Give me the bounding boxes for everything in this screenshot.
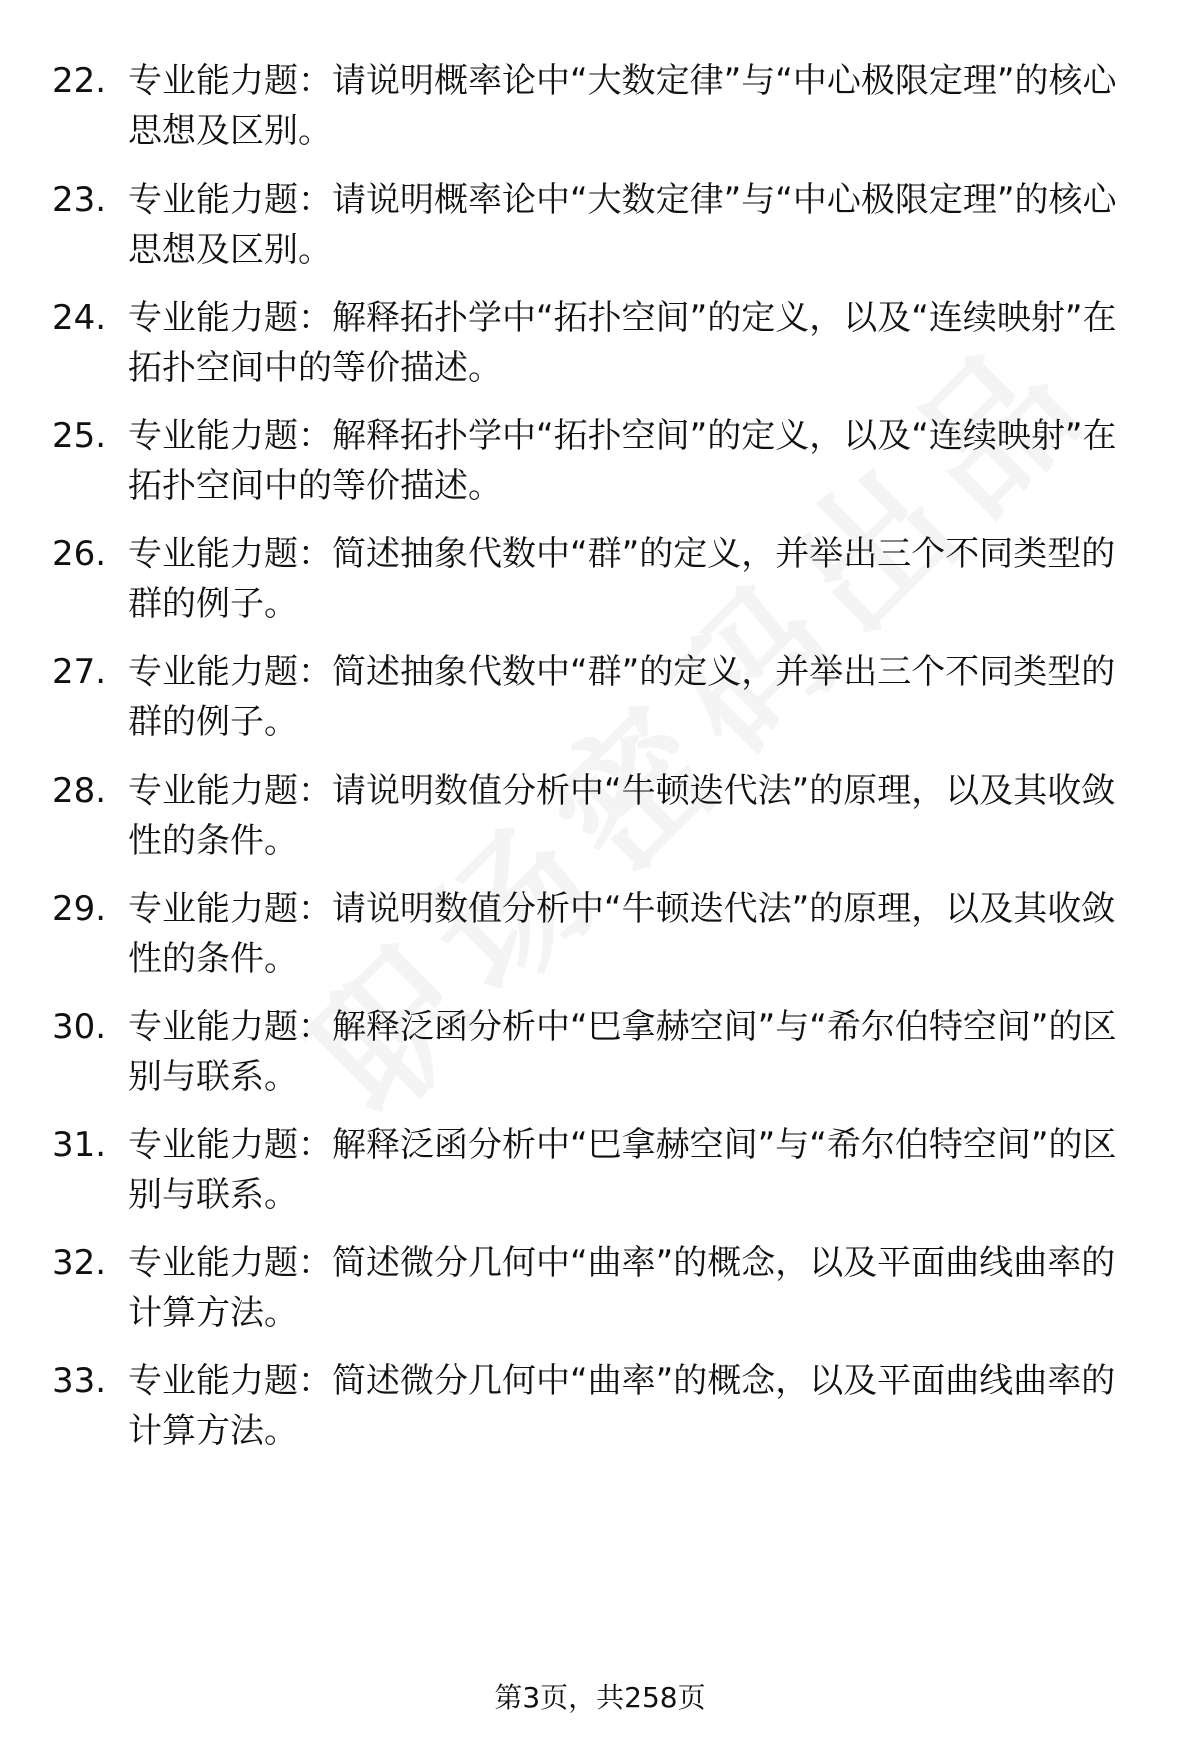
page-number-label: 第3页，共258页	[494, 1681, 706, 1714]
question-number: 23.	[52, 180, 107, 220]
question-number: 32.	[52, 1243, 107, 1283]
question-text: 专业能力题：解释拓扑学中“拓扑空间”的定义，以及“连续映射”在拓扑空间中的等价描述。	[128, 298, 1117, 388]
question-item	[0, 1002, 1200, 1112]
question-number: 24.	[52, 298, 107, 338]
question-text: 专业能力题：请说明数值分析中“牛顿迭代法”的原理，以及其收敛性的条件。	[128, 771, 1116, 861]
question-text: 专业能力题：简述微分几何中“曲率”的概念，以及平面曲线曲率的计算方法。	[128, 1361, 1116, 1451]
question-item	[0, 56, 1200, 166]
question-item	[0, 1356, 1200, 1466]
question-text: 专业能力题：解释泛函分析中“巴拿赫空间”与“希尔伯特空间”的区别与联系。	[128, 1007, 1117, 1097]
page-footer	[0, 1680, 1200, 1716]
question-text: 专业能力题：简述抽象代数中“群”的定义，并举出三个不同类型的群的例子。	[128, 652, 1116, 742]
question-item	[0, 529, 1200, 639]
question-item	[0, 293, 1200, 403]
question-text: 专业能力题：简述抽象代数中“群”的定义，并举出三个不同类型的群的例子。	[128, 534, 1116, 624]
question-text: 专业能力题：解释泛函分析中“巴拿赫空间”与“希尔伯特空间”的区别与联系。	[128, 1125, 1117, 1215]
question-text: 专业能力题：请说明概率论中“大数定律”与“中心极限定理”的核心思想及区别。	[128, 61, 1117, 151]
question-number: 31.	[52, 1125, 107, 1165]
question-number: 28.	[52, 771, 107, 811]
question-item	[0, 1120, 1200, 1230]
question-number: 22.	[52, 61, 107, 101]
question-text: 专业能力题：解释拓扑学中“拓扑空间”的定义，以及“连续映射”在拓扑空间中的等价描述。	[128, 416, 1117, 506]
question-number: 27.	[52, 652, 107, 692]
question-text: 专业能力题：请说明数值分析中“牛顿迭代法”的原理，以及其收敛性的条件。	[128, 889, 1116, 979]
question-item	[0, 1238, 1200, 1348]
question-number: 29.	[52, 889, 107, 929]
question-number: 26.	[52, 534, 107, 574]
question-text: 专业能力题：简述微分几何中“曲率”的概念，以及平面曲线曲率的计算方法。	[128, 1243, 1116, 1333]
question-item	[0, 647, 1200, 757]
question-number: 33.	[52, 1361, 107, 1401]
question-item	[0, 175, 1200, 285]
question-number: 25.	[52, 416, 107, 456]
question-item	[0, 411, 1200, 521]
question-number: 30.	[52, 1007, 107, 1047]
question-text: 专业能力题：请说明概率论中“大数定律”与“中心极限定理”的核心思想及区别。	[128, 180, 1117, 270]
question-item	[0, 766, 1200, 876]
question-item	[0, 884, 1200, 994]
